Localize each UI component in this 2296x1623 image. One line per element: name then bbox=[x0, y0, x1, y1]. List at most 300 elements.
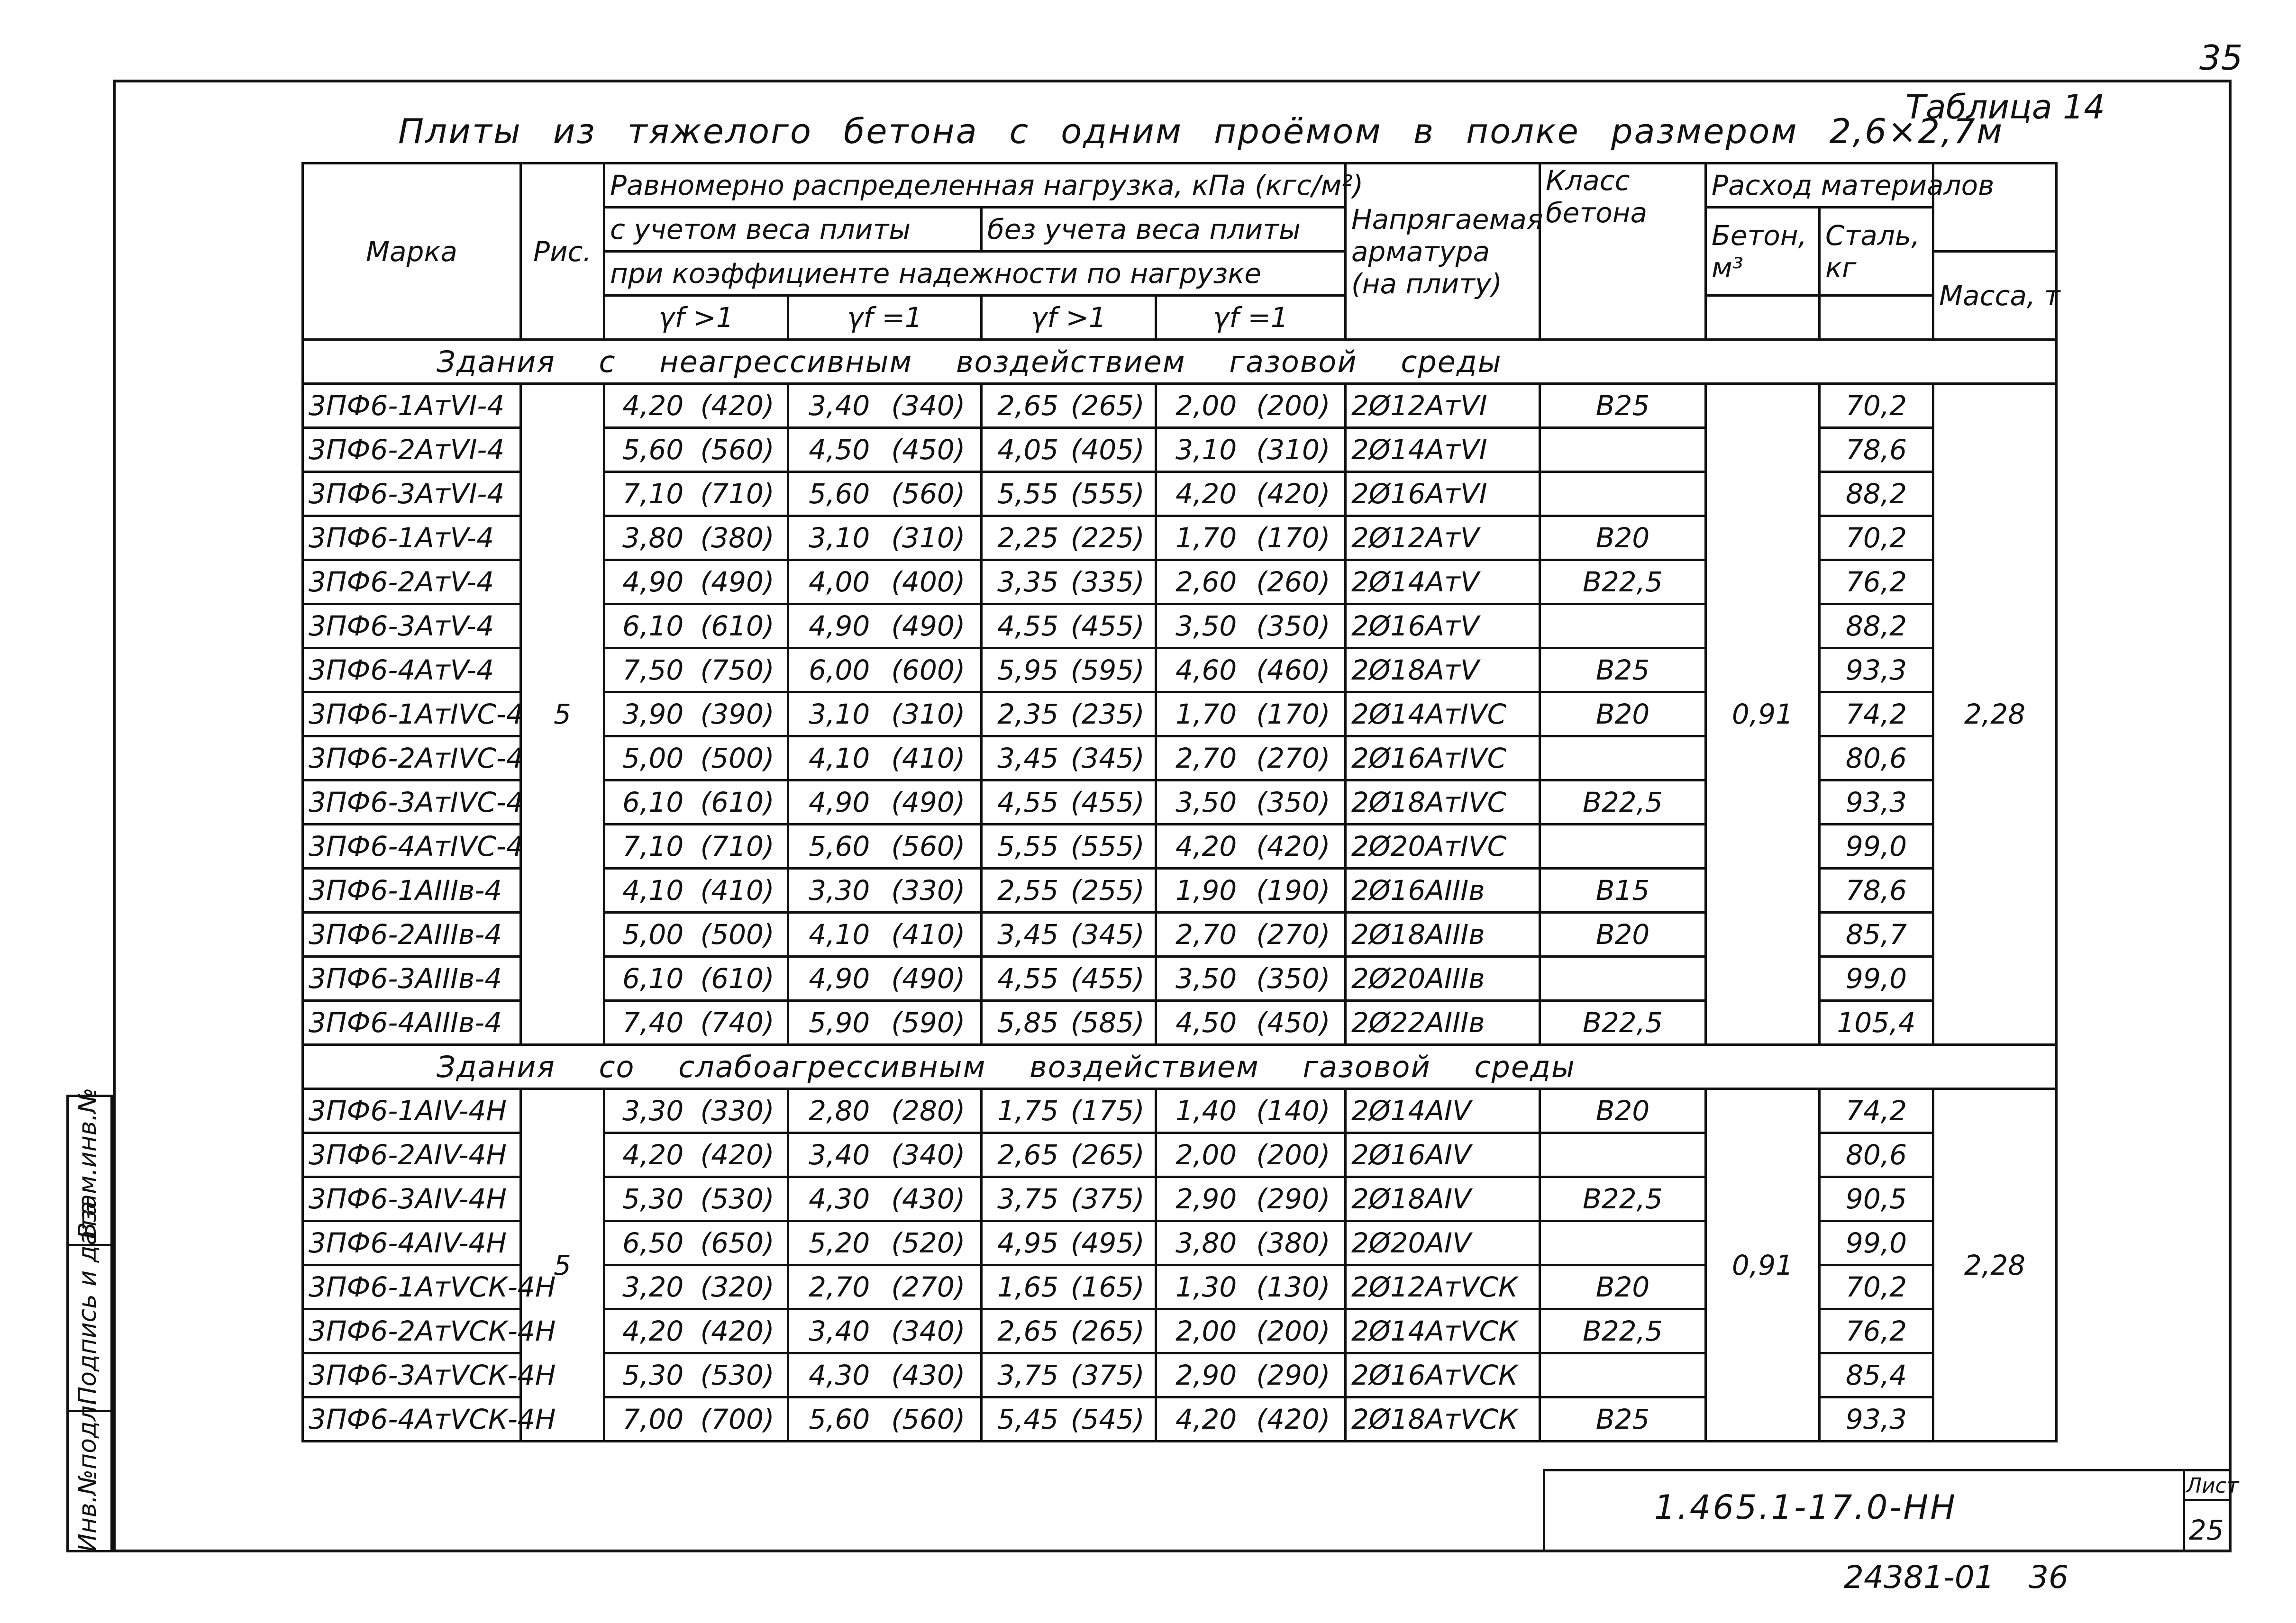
cell-steel: 85,4 bbox=[1820, 1353, 1933, 1397]
load-value: 2,90 bbox=[1175, 1183, 1237, 1215]
load-value-kgf: (610) bbox=[700, 962, 774, 995]
load-value-kgf: (330) bbox=[891, 874, 966, 907]
load-value-kgf: (560) bbox=[891, 1403, 966, 1435]
load-value: 5,00 bbox=[622, 918, 684, 951]
cell-reinforcement: 2Ø12АтVСК bbox=[1346, 1265, 1540, 1309]
load-value: 5,95 bbox=[997, 654, 1059, 686]
header-gf-eq1-a: γf =1 bbox=[788, 296, 982, 340]
load-value-kgf: (500) bbox=[700, 918, 774, 951]
cell-load-c bbox=[982, 384, 1156, 428]
cell-concrete-class bbox=[1540, 957, 1706, 1001]
cell-reinforcement: 2Ø14АтV bbox=[1346, 560, 1540, 604]
cell-steel: 74,2 bbox=[1820, 692, 1933, 736]
cell-concrete-class: В25 bbox=[1540, 1397, 1706, 1442]
load-value: 3,90 bbox=[622, 698, 684, 730]
load-value: 7,10 bbox=[622, 478, 684, 510]
cell-load-d bbox=[1156, 1265, 1346, 1309]
load-value-kgf: (455) bbox=[1070, 610, 1145, 642]
cell-load-b bbox=[788, 1265, 982, 1309]
cell-load-d bbox=[1156, 1089, 1346, 1133]
cell-load-d bbox=[1156, 648, 1346, 692]
load-value-kgf: (165) bbox=[1070, 1271, 1145, 1303]
load-value: 4,10 bbox=[622, 874, 684, 907]
cell-load-c bbox=[982, 516, 1156, 560]
cell-load-d bbox=[1156, 384, 1346, 428]
header-unit-m3 bbox=[1706, 296, 1820, 340]
load-value-kgf: (600) bbox=[891, 654, 966, 686]
load-value-kgf: (420) bbox=[1256, 478, 1330, 510]
header-mass: Масса, т bbox=[1933, 252, 2057, 340]
cell-figure: 5 bbox=[521, 1089, 604, 1442]
load-value-kgf: (420) bbox=[700, 390, 774, 422]
cell-reinforcement: 2Ø14АIV bbox=[1346, 1089, 1540, 1133]
load-value: 2,80 bbox=[809, 1095, 870, 1127]
cell-concrete-class: В20 bbox=[1540, 913, 1706, 957]
load-value: 2,65 bbox=[997, 390, 1059, 422]
load-value-kgf: (430) bbox=[891, 1359, 966, 1391]
cell-steel: 88,2 bbox=[1820, 604, 1933, 648]
cell-load-a bbox=[604, 648, 788, 692]
load-value-kgf: (200) bbox=[1256, 1315, 1330, 1347]
load-value: 5,55 bbox=[997, 478, 1059, 510]
load-value: 1,75 bbox=[997, 1095, 1059, 1127]
cell-load-b bbox=[788, 428, 982, 472]
load-value: 5,60 bbox=[809, 1403, 870, 1435]
load-value-kgf: (410) bbox=[891, 918, 966, 951]
load-value-kgf: (490) bbox=[891, 610, 966, 642]
cell-load-d bbox=[1156, 1133, 1346, 1177]
cell-load-b bbox=[788, 1089, 982, 1133]
load-value: 3,30 bbox=[622, 1095, 684, 1127]
cell-steel: 85,7 bbox=[1820, 913, 1933, 957]
cell-load-d bbox=[1156, 1177, 1346, 1221]
load-value: 3,80 bbox=[1175, 1227, 1237, 1259]
load-value: 7,40 bbox=[622, 1006, 684, 1039]
cell-load-b bbox=[788, 1309, 982, 1353]
load-value-kgf: (330) bbox=[700, 1095, 774, 1127]
cell-mark: 3ПФ6-2АтVI-4 bbox=[303, 428, 521, 472]
load-value-kgf: (340) bbox=[891, 1139, 966, 1171]
load-value-kgf: (520) bbox=[891, 1227, 966, 1259]
load-value: 2,60 bbox=[1175, 566, 1237, 598]
cell-load-b bbox=[788, 648, 982, 692]
load-value: 4,20 bbox=[1175, 830, 1237, 862]
load-value-kgf: (710) bbox=[700, 478, 774, 510]
cell-load-d bbox=[1156, 560, 1346, 604]
load-value-kgf: (270) bbox=[1256, 742, 1330, 774]
load-value-kgf: (350) bbox=[1256, 962, 1330, 995]
cell-load-b bbox=[788, 1397, 982, 1442]
cell-load-b bbox=[788, 1221, 982, 1265]
cell-load-a bbox=[604, 1397, 788, 1442]
cell-concrete-class: В25 bbox=[1540, 648, 1706, 692]
load-value: 3,50 bbox=[1175, 610, 1237, 642]
cell-concrete-volume: 0,91 bbox=[1706, 384, 1820, 1045]
load-value: 1,70 bbox=[1175, 698, 1237, 730]
load-value-kgf: (345) bbox=[1070, 742, 1145, 774]
cell-load-c bbox=[982, 780, 1156, 825]
load-value-kgf: (310) bbox=[891, 698, 966, 730]
cell-load-b bbox=[788, 736, 982, 780]
cell-concrete-class: В22,5 bbox=[1540, 1177, 1706, 1221]
load-value: 4,05 bbox=[997, 434, 1059, 466]
load-value: 5,00 bbox=[622, 742, 684, 774]
cell-steel: 70,2 bbox=[1820, 516, 1933, 560]
cell-load-a bbox=[604, 957, 788, 1001]
header-marka: Марка bbox=[303, 163, 521, 340]
load-value-kgf: (460) bbox=[1256, 654, 1330, 686]
cell-mark: 3ПФ6-2АтIVС-4 bbox=[303, 736, 521, 780]
header-without-weight: без учета веса плиты bbox=[982, 208, 1346, 252]
load-value: 3,10 bbox=[1175, 434, 1237, 466]
load-value: 3,40 bbox=[809, 390, 870, 422]
load-value: 3,75 bbox=[997, 1183, 1059, 1215]
cell-load-c bbox=[982, 1221, 1156, 1265]
cell-load-b bbox=[788, 560, 982, 604]
load-value-kgf: (340) bbox=[891, 1315, 966, 1347]
load-value-kgf: (530) bbox=[700, 1359, 774, 1391]
cell-load-b bbox=[788, 913, 982, 957]
load-value: 1,30 bbox=[1175, 1271, 1237, 1303]
load-value: 2,25 bbox=[997, 522, 1059, 554]
cell-concrete-class: В22,5 bbox=[1540, 1309, 1706, 1353]
load-value: 7,10 bbox=[622, 830, 684, 862]
load-value: 4,30 bbox=[809, 1359, 870, 1391]
load-value-kgf: (380) bbox=[700, 522, 774, 554]
cell-concrete-class bbox=[1540, 1133, 1706, 1177]
load-value: 2,55 bbox=[997, 874, 1059, 907]
cell-load-a bbox=[604, 1001, 788, 1045]
cell-reinforcement: 2Ø18АIV bbox=[1346, 1177, 1540, 1221]
cell-steel: 70,2 bbox=[1820, 384, 1933, 428]
load-value-kgf: (190) bbox=[1256, 874, 1330, 907]
cell-mark: 3ПФ6-2АIV-4Н bbox=[303, 1133, 521, 1177]
load-value: 2,70 bbox=[1175, 918, 1237, 951]
cell-mark: 3ПФ6-2АтVСК-4Н bbox=[303, 1309, 521, 1353]
cell-load-c bbox=[982, 1265, 1156, 1309]
header-unit-kg bbox=[1820, 296, 1933, 340]
load-value: 1,40 bbox=[1175, 1095, 1237, 1127]
load-value: 4,30 bbox=[809, 1183, 870, 1215]
cell-steel: 99,0 bbox=[1820, 1221, 1933, 1265]
cell-load-a bbox=[604, 1177, 788, 1221]
load-value-kgf: (650) bbox=[700, 1227, 774, 1259]
load-value: 4,50 bbox=[1175, 1006, 1237, 1039]
load-value: 2,70 bbox=[809, 1271, 870, 1303]
cell-mark: 3ПФ6-1АтVI-4 bbox=[303, 384, 521, 428]
cell-load-b bbox=[788, 692, 982, 736]
header-load: Равномерно распределенная нагрузка, кПа (кгс/м²) bbox=[604, 163, 1346, 208]
load-value-kgf: (170) bbox=[1256, 698, 1330, 730]
cell-load-b bbox=[788, 1177, 982, 1221]
cell-load-a bbox=[604, 1353, 788, 1397]
load-value: 4,50 bbox=[809, 434, 870, 466]
load-value: 3,40 bbox=[809, 1139, 870, 1171]
load-value-kgf: (225) bbox=[1070, 522, 1145, 554]
cell-load-c bbox=[982, 472, 1156, 516]
load-value-kgf: (265) bbox=[1070, 390, 1145, 422]
load-value: 7,00 bbox=[622, 1403, 684, 1435]
load-value: 6,00 bbox=[809, 654, 870, 686]
cell-load-b bbox=[788, 869, 982, 913]
load-value: 2,65 bbox=[997, 1139, 1059, 1171]
load-value: 5,30 bbox=[622, 1183, 684, 1215]
cell-mark: 3ПФ6-1АIV-4Н bbox=[303, 1089, 521, 1133]
cell-load-c bbox=[982, 1001, 1156, 1045]
table-row bbox=[303, 384, 2057, 428]
cell-steel: 80,6 bbox=[1820, 1133, 1933, 1177]
cell-reinforcement: 2Ø18АтV bbox=[1346, 648, 1540, 692]
load-value-kgf: (420) bbox=[700, 1315, 774, 1347]
load-value-kgf: (290) bbox=[1256, 1359, 1330, 1391]
load-value: 4,90 bbox=[809, 786, 870, 818]
cell-load-b bbox=[788, 1001, 982, 1045]
load-value-kgf: (200) bbox=[1256, 390, 1330, 422]
cell-concrete-class bbox=[1540, 1353, 1706, 1397]
cell-mark: 3ПФ6-4АтVСК-4Н bbox=[303, 1397, 521, 1442]
load-value: 6,10 bbox=[622, 962, 684, 995]
cell-load-a bbox=[604, 1221, 788, 1265]
load-value: 3,80 bbox=[622, 522, 684, 554]
cell-load-a bbox=[604, 913, 788, 957]
cell-concrete-class: В20 bbox=[1540, 1265, 1706, 1309]
cell-load-d bbox=[1156, 825, 1346, 869]
load-value-kgf: (345) bbox=[1070, 918, 1145, 951]
load-value: 4,95 bbox=[997, 1227, 1059, 1259]
load-value: 4,55 bbox=[997, 610, 1059, 642]
load-value: 3,10 bbox=[809, 698, 870, 730]
load-value: 2,00 bbox=[1175, 1315, 1237, 1347]
side-stamp bbox=[66, 1088, 113, 1552]
table-row bbox=[303, 1089, 2057, 1133]
load-value-kgf: (170) bbox=[1256, 522, 1330, 554]
header-steel: Сталь, кг bbox=[1820, 208, 1933, 296]
cell-load-a bbox=[604, 384, 788, 428]
header-gf-gt1-b: γf >1 bbox=[982, 296, 1156, 340]
load-value-kgf: (200) bbox=[1256, 1139, 1330, 1171]
cell-concrete-class: В22,5 bbox=[1540, 560, 1706, 604]
load-value: 2,00 bbox=[1175, 1139, 1237, 1171]
cell-mark: 3ПФ6-3АтVСК-4Н bbox=[303, 1353, 521, 1397]
header-coefficient: при коэффициенте надежности по нагрузке bbox=[604, 252, 1346, 296]
cell-mark: 3ПФ6-4АтV-4 bbox=[303, 648, 521, 692]
cell-reinforcement: 2Ø18АтIVС bbox=[1346, 780, 1540, 825]
cell-reinforcement: 2Ø14АтIVС bbox=[1346, 692, 1540, 736]
load-value: 6,10 bbox=[622, 610, 684, 642]
cell-mark: 3ПФ6-1АтV-4 bbox=[303, 516, 521, 560]
cell-concrete-class: В22,5 bbox=[1540, 1001, 1706, 1045]
cell-load-c bbox=[982, 1353, 1156, 1397]
cell-load-c bbox=[982, 428, 1156, 472]
cell-mark: 3ПФ6-1АтVСК-4Н bbox=[303, 1265, 521, 1309]
load-value: 2,35 bbox=[997, 698, 1059, 730]
cell-mark: 3ПФ6-3АтV-4 bbox=[303, 604, 521, 648]
cell-steel: 74,2 bbox=[1820, 1089, 1933, 1133]
load-value-kgf: (350) bbox=[1256, 786, 1330, 818]
side-stamp-sign: Подпись и дата bbox=[73, 1201, 102, 1405]
load-value: 2,65 bbox=[997, 1315, 1059, 1347]
load-value-kgf: (420) bbox=[700, 1139, 774, 1171]
cell-steel: 88,2 bbox=[1820, 472, 1933, 516]
load-value-kgf: (235) bbox=[1070, 698, 1145, 730]
cell-load-c bbox=[982, 869, 1156, 913]
cell-reinforcement: 2Ø18АIIIв bbox=[1346, 913, 1540, 957]
load-value-kgf: (495) bbox=[1070, 1227, 1145, 1259]
load-value-kgf: (380) bbox=[1256, 1227, 1330, 1259]
cell-load-b bbox=[788, 384, 982, 428]
cell-load-b bbox=[788, 604, 982, 648]
cell-load-d bbox=[1156, 1221, 1346, 1265]
load-value: 4,60 bbox=[1175, 654, 1237, 686]
cell-reinforcement: 2Ø22АIIIв bbox=[1346, 1001, 1540, 1045]
load-value: 4,10 bbox=[809, 742, 870, 774]
load-value-kgf: (555) bbox=[1070, 478, 1145, 510]
load-value: 1,70 bbox=[1175, 522, 1237, 554]
cell-load-d bbox=[1156, 1309, 1346, 1353]
load-value: 4,20 bbox=[622, 390, 684, 422]
cell-mass: 2,28 bbox=[1933, 1089, 2057, 1442]
load-value: 5,60 bbox=[809, 478, 870, 510]
cell-load-d bbox=[1156, 780, 1346, 825]
cell-concrete-class: В15 bbox=[1540, 869, 1706, 913]
cell-load-c bbox=[982, 1309, 1156, 1353]
load-value: 3,40 bbox=[809, 1315, 870, 1347]
cell-load-c bbox=[982, 1089, 1156, 1133]
cell-load-d bbox=[1156, 957, 1346, 1001]
cell-load-c bbox=[982, 957, 1156, 1001]
cell-figure: 5 bbox=[521, 384, 604, 1045]
cell-concrete-class bbox=[1540, 472, 1706, 516]
cell-load-c bbox=[982, 825, 1156, 869]
cell-load-d bbox=[1156, 692, 1346, 736]
cell-load-a bbox=[604, 825, 788, 869]
load-value-kgf: (405) bbox=[1070, 434, 1145, 466]
cell-mark: 3ПФ6-4АIIIв-4 bbox=[303, 1001, 521, 1045]
cell-steel: 93,3 bbox=[1820, 648, 1933, 692]
load-value-kgf: (420) bbox=[1256, 830, 1330, 862]
load-value-kgf: (375) bbox=[1070, 1183, 1145, 1215]
side-stamp-inv: Инв.№подл. bbox=[73, 1397, 102, 1552]
cell-concrete-volume: 0,91 bbox=[1706, 1089, 1820, 1442]
load-value-kgf: (450) bbox=[891, 434, 966, 466]
cell-reinforcement: 2Ø16АIIIв bbox=[1346, 869, 1540, 913]
cell-concrete-class bbox=[1540, 428, 1706, 472]
load-value-kgf: (560) bbox=[700, 434, 774, 466]
cell-concrete-class bbox=[1540, 736, 1706, 780]
load-value: 3,30 bbox=[809, 874, 870, 907]
cell-load-a bbox=[604, 1089, 788, 1133]
load-value-kgf: (310) bbox=[1256, 434, 1330, 466]
load-value-kgf: (530) bbox=[700, 1183, 774, 1215]
cell-load-a bbox=[604, 604, 788, 648]
load-value: 4,55 bbox=[997, 786, 1059, 818]
cell-steel: 99,0 bbox=[1820, 825, 1933, 869]
cell-reinforcement: 2Ø20АIV bbox=[1346, 1221, 1540, 1265]
load-value-kgf: (545) bbox=[1070, 1403, 1145, 1435]
cell-load-c bbox=[982, 913, 1156, 957]
cell-load-d bbox=[1156, 604, 1346, 648]
cell-steel: 70,2 bbox=[1820, 1265, 1933, 1309]
cell-concrete-class: В22,5 bbox=[1540, 780, 1706, 825]
cell-load-b bbox=[788, 825, 982, 869]
load-value-kgf: (560) bbox=[891, 478, 966, 510]
cell-reinforcement: 2Ø14АтVСК bbox=[1346, 1309, 1540, 1353]
load-value-kgf: (450) bbox=[1256, 1006, 1330, 1039]
cell-reinforcement: 2Ø16АтV bbox=[1346, 604, 1540, 648]
load-value: 3,75 bbox=[997, 1359, 1059, 1391]
table-label: Таблица 14 bbox=[1905, 88, 2105, 127]
load-value: 5,60 bbox=[809, 830, 870, 862]
cell-reinforcement: 2Ø12АтVI bbox=[1346, 384, 1540, 428]
load-value: 2,00 bbox=[1175, 390, 1237, 422]
cell-reinforcement: 2Ø12АтV bbox=[1346, 516, 1540, 560]
cell-load-b bbox=[788, 1353, 982, 1397]
load-value: 3,45 bbox=[997, 742, 1059, 774]
cell-reinforcement: 2Ø16АтVСК bbox=[1346, 1353, 1540, 1397]
load-value-kgf: (455) bbox=[1070, 962, 1145, 995]
load-value: 4,90 bbox=[622, 566, 684, 598]
cell-load-a bbox=[604, 472, 788, 516]
load-value: 5,60 bbox=[622, 434, 684, 466]
cell-load-b bbox=[788, 780, 982, 825]
reference-number: 36 bbox=[2029, 1559, 2068, 1596]
cell-steel: 90,5 bbox=[1820, 1177, 1933, 1221]
load-value: 4,20 bbox=[622, 1139, 684, 1171]
load-value: 4,55 bbox=[997, 962, 1059, 995]
cell-mark: 3ПФ6-2АтV-4 bbox=[303, 560, 521, 604]
cell-reinforcement: 2Ø20АIIIв bbox=[1346, 957, 1540, 1001]
load-value-kgf: (140) bbox=[1256, 1095, 1330, 1127]
load-value: 3,50 bbox=[1175, 786, 1237, 818]
load-value-kgf: (270) bbox=[1256, 918, 1330, 951]
cell-steel: 93,3 bbox=[1820, 1397, 1933, 1442]
cell-load-b bbox=[788, 472, 982, 516]
side-stamp-replace: Взам.инв.№ bbox=[73, 1088, 102, 1239]
cell-load-a bbox=[604, 692, 788, 736]
load-value-kgf: (700) bbox=[700, 1403, 774, 1435]
cell-load-c bbox=[982, 604, 1156, 648]
cell-mark: 3ПФ6-3АIV-4Н bbox=[303, 1177, 521, 1221]
load-value-kgf: (375) bbox=[1070, 1359, 1145, 1391]
header-reinforcement: Напрягаемая арматура (на плиту) bbox=[1346, 163, 1540, 340]
load-value-kgf: (410) bbox=[891, 742, 966, 774]
load-value-kgf: (175) bbox=[1070, 1095, 1145, 1127]
cell-concrete-class: В20 bbox=[1540, 1089, 1706, 1133]
load-value: 4,90 bbox=[809, 610, 870, 642]
page-number: 35 bbox=[2199, 38, 2243, 78]
cell-load-d bbox=[1156, 1397, 1346, 1442]
cell-mark: 3ПФ6-3АтVI-4 bbox=[303, 472, 521, 516]
load-value: 1,90 bbox=[1175, 874, 1237, 907]
load-value-kgf: (320) bbox=[700, 1271, 774, 1303]
cell-load-a bbox=[604, 1133, 788, 1177]
cell-load-c bbox=[982, 1397, 1156, 1442]
cell-steel: 99,0 bbox=[1820, 957, 1933, 1001]
load-value-kgf: (340) bbox=[891, 390, 966, 422]
cell-load-d bbox=[1156, 1001, 1346, 1045]
cell-steel: 93,3 bbox=[1820, 780, 1933, 825]
cell-load-c bbox=[982, 692, 1156, 736]
cell-load-b bbox=[788, 957, 982, 1001]
cell-load-a bbox=[604, 1265, 788, 1309]
header-gf-eq1-b: γf =1 bbox=[1156, 296, 1346, 340]
cell-load-d bbox=[1156, 428, 1346, 472]
header-gf-gt1-a: γf >1 bbox=[604, 296, 788, 340]
cell-reinforcement: 2Ø16АтVI bbox=[1346, 472, 1540, 516]
header-with-weight: с учетом веса плиты bbox=[604, 208, 982, 252]
load-value-kgf: (400) bbox=[891, 566, 966, 598]
cell-steel: 78,6 bbox=[1820, 869, 1933, 913]
